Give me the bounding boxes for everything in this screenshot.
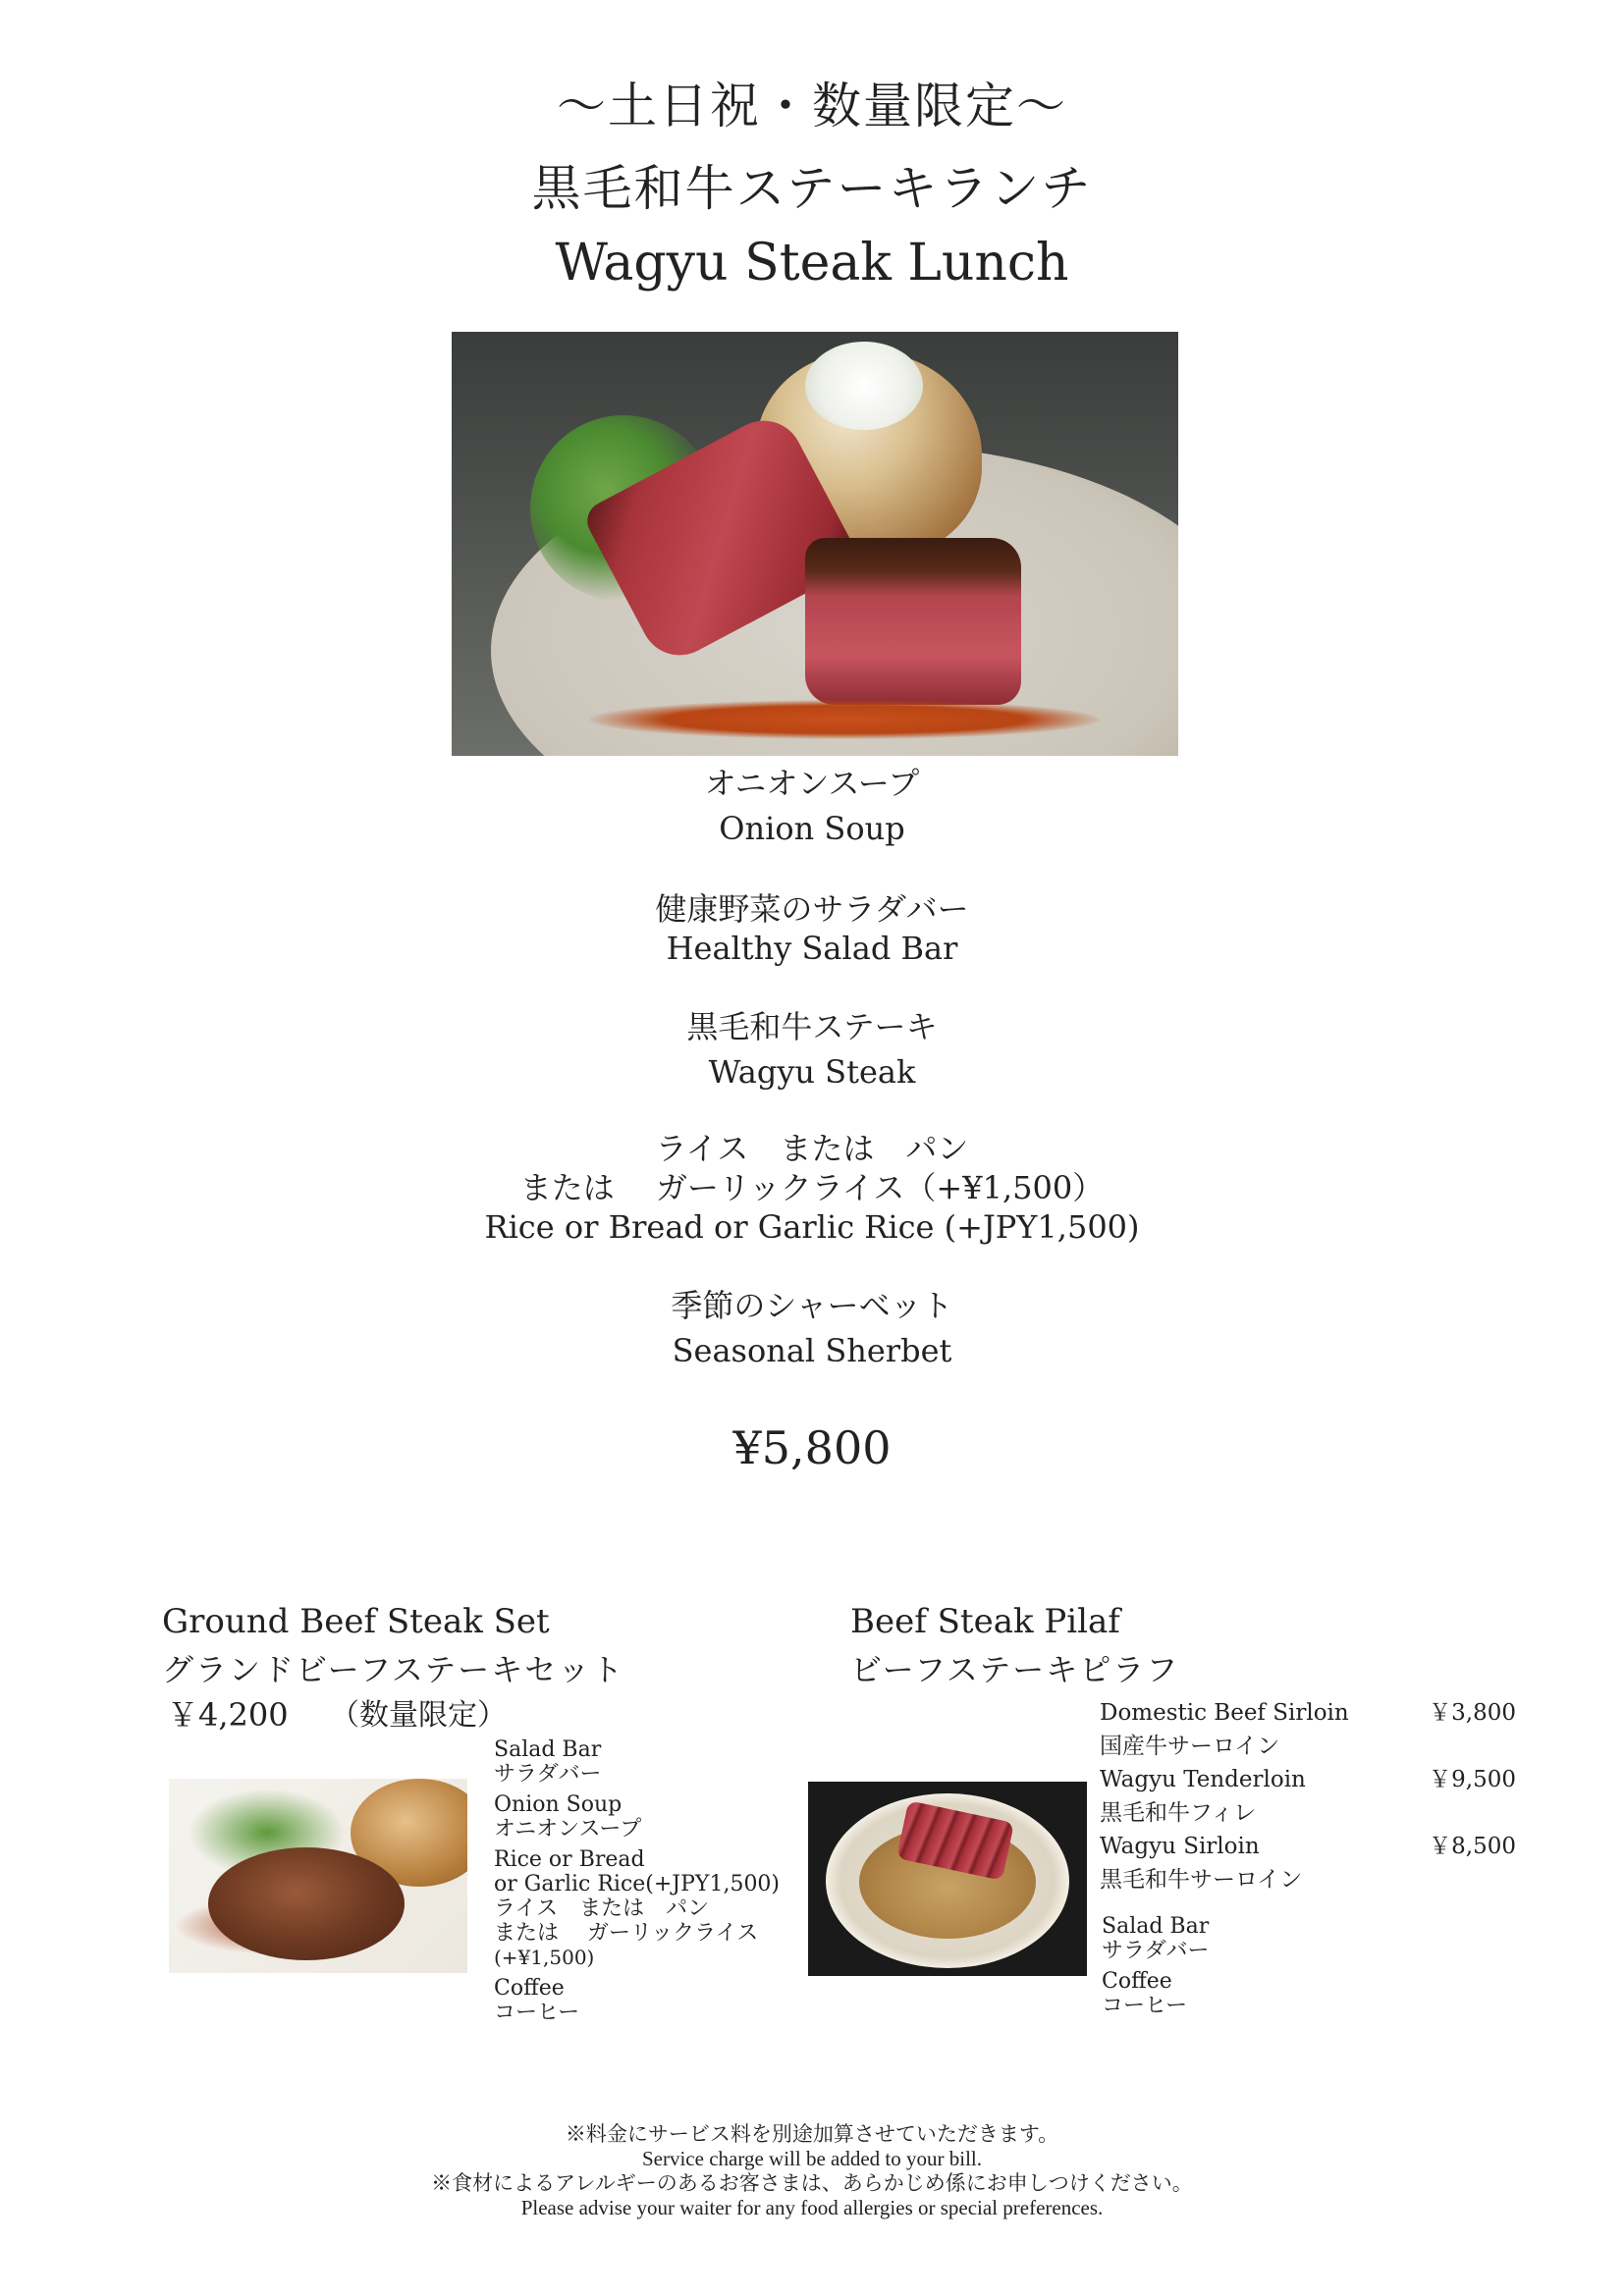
bp-salad-en: Salad Bar — [1102, 1914, 1210, 1939]
ground-beef-photo — [169, 1779, 467, 1973]
rice-en: Rice or Bread or Garlic Rice (+JPY1,500) — [484, 1208, 1140, 1246]
onion-soup-jp: オニオンスープ — [704, 765, 920, 802]
pilaf-option-jp — [1100, 1863, 1516, 1896]
course-rice-bread — [0, 1129, 1624, 1247]
pilaf-option-name-en: Domestic Beef Sirloin — [1100, 1700, 1349, 1726]
course-wagyu-steak — [0, 1007, 1624, 1092]
bp-coffee-jp: コーヒー — [1102, 1994, 1188, 2018]
gb-rice-jp-2: または ガーリックライス — [494, 1921, 759, 1946]
salad-en: Healthy Salad Bar — [666, 930, 958, 967]
pilaf-option-price: ￥9,500 — [1429, 1767, 1516, 1792]
ground-beef-price-note: （数量限定） — [330, 1698, 507, 1733]
patty-shape — [208, 1847, 405, 1960]
course-sherbet — [0, 1286, 1624, 1370]
sauce-shape — [589, 700, 1100, 739]
pilaf-option-jp — [1100, 1796, 1516, 1830]
footer-allergy-en: Please advise your waiter for any food allergies or special preferences. — [520, 2196, 1104, 2219]
pilaf-title-en: Beef Steak Pilaf — [850, 1602, 1120, 1641]
pilaf-option — [1100, 1696, 1516, 1730]
ground-beef-items — [494, 1737, 780, 2025]
gb-coffee-jp: コーヒー — [494, 2001, 580, 2025]
wagyu-steak-photo — [452, 332, 1178, 756]
gb-soup-jp: オニオンスープ — [494, 1817, 642, 1842]
footer-service-jp: ※料金にサービス料を別途加算させていただきます。 — [565, 2122, 1059, 2146]
gb-salad-jp: サラダバー — [494, 1762, 602, 1787]
steak-jp: 黒毛和牛ステーキ — [686, 1008, 938, 1045]
pilaf-option — [1100, 1763, 1516, 1796]
pilaf-option-price: ￥8,500 — [1429, 1834, 1516, 1859]
gb-rice-en-2: or Garlic Rice(+JPY1,500) — [494, 1872, 781, 1896]
course-price: ¥5,800 — [732, 1421, 892, 1474]
pilaf-extras — [1102, 1914, 1210, 2018]
ground-beef-price: ￥4,200 — [167, 1696, 289, 1734]
gb-rice-jp-3: (+¥1,500) — [494, 1946, 595, 1969]
course-salad-bar — [0, 889, 1624, 968]
page-title-en: Wagyu Steak Lunch — [555, 234, 1069, 293]
pilaf-options — [1100, 1696, 1516, 1896]
pilaf-option-price: ￥3,800 — [1429, 1700, 1516, 1726]
pilaf-title-jp: ビーフステーキピラフ — [850, 1651, 1180, 1688]
onion-soup-en: Onion Soup — [719, 810, 905, 847]
pilaf-option-name-en: Wagyu Tenderloin — [1100, 1767, 1306, 1792]
course-onion-soup — [0, 764, 1624, 848]
gb-salad-en: Salad Bar — [494, 1737, 602, 1762]
steak-en: Wagyu Steak — [708, 1053, 916, 1091]
pilaf-option-jp — [1100, 1730, 1516, 1763]
rice-jp-line2: または ガーリックライス（+¥1,500） — [519, 1169, 1105, 1206]
footer-service-en: Service charge will be added to your bill. — [641, 2147, 982, 2170]
pilaf-option-name-jp: 黒毛和牛サーロイン — [1100, 1867, 1303, 1893]
gb-rice-en-1: Rice or Bread — [494, 1847, 645, 1872]
pilaf-option-name-jp: 黒毛和牛フィレ — [1100, 1800, 1257, 1826]
bp-coffee-en: Coffee — [1102, 1969, 1172, 1994]
limited-banner: 〜土日祝・数量限定〜 — [557, 78, 1067, 134]
ground-beef-title-jp: グランドビーフステーキセット — [162, 1651, 625, 1688]
sherbet-jp: 季節のシャーベット — [671, 1287, 953, 1324]
gb-rice-jp-1: ライス または パン — [494, 1896, 710, 1921]
pilaf-option-name-en: Wagyu Sirloin — [1100, 1834, 1260, 1859]
footer-allergy-jp: ※食材によるアレルギーのあるお客さまは、あらかじめ係にお申しつけください。 — [431, 2171, 1193, 2195]
salad-jp: 健康野菜のサラダバー — [655, 890, 969, 928]
bp-salad-jp: サラダバー — [1102, 1939, 1210, 1963]
sour-cream-shape — [805, 342, 923, 430]
steak-block-shape — [805, 538, 1021, 705]
gb-soup-en: Onion Soup — [494, 1792, 623, 1817]
footer-notes — [0, 2122, 1624, 2220]
pilaf-option — [1100, 1830, 1516, 1863]
pilaf-option-name-jp: 国産牛サーロイン — [1100, 1734, 1280, 1759]
page-title-jp: 黒毛和牛ステーキランチ — [531, 160, 1093, 217]
ground-beef-title-en: Ground Beef Steak Set — [162, 1602, 550, 1641]
pilaf-photo — [808, 1782, 1087, 1976]
sherbet-en: Seasonal Sherbet — [672, 1332, 952, 1369]
gb-coffee-en: Coffee — [494, 1976, 565, 2001]
rice-jp-line1: ライス または パン — [655, 1130, 969, 1167]
